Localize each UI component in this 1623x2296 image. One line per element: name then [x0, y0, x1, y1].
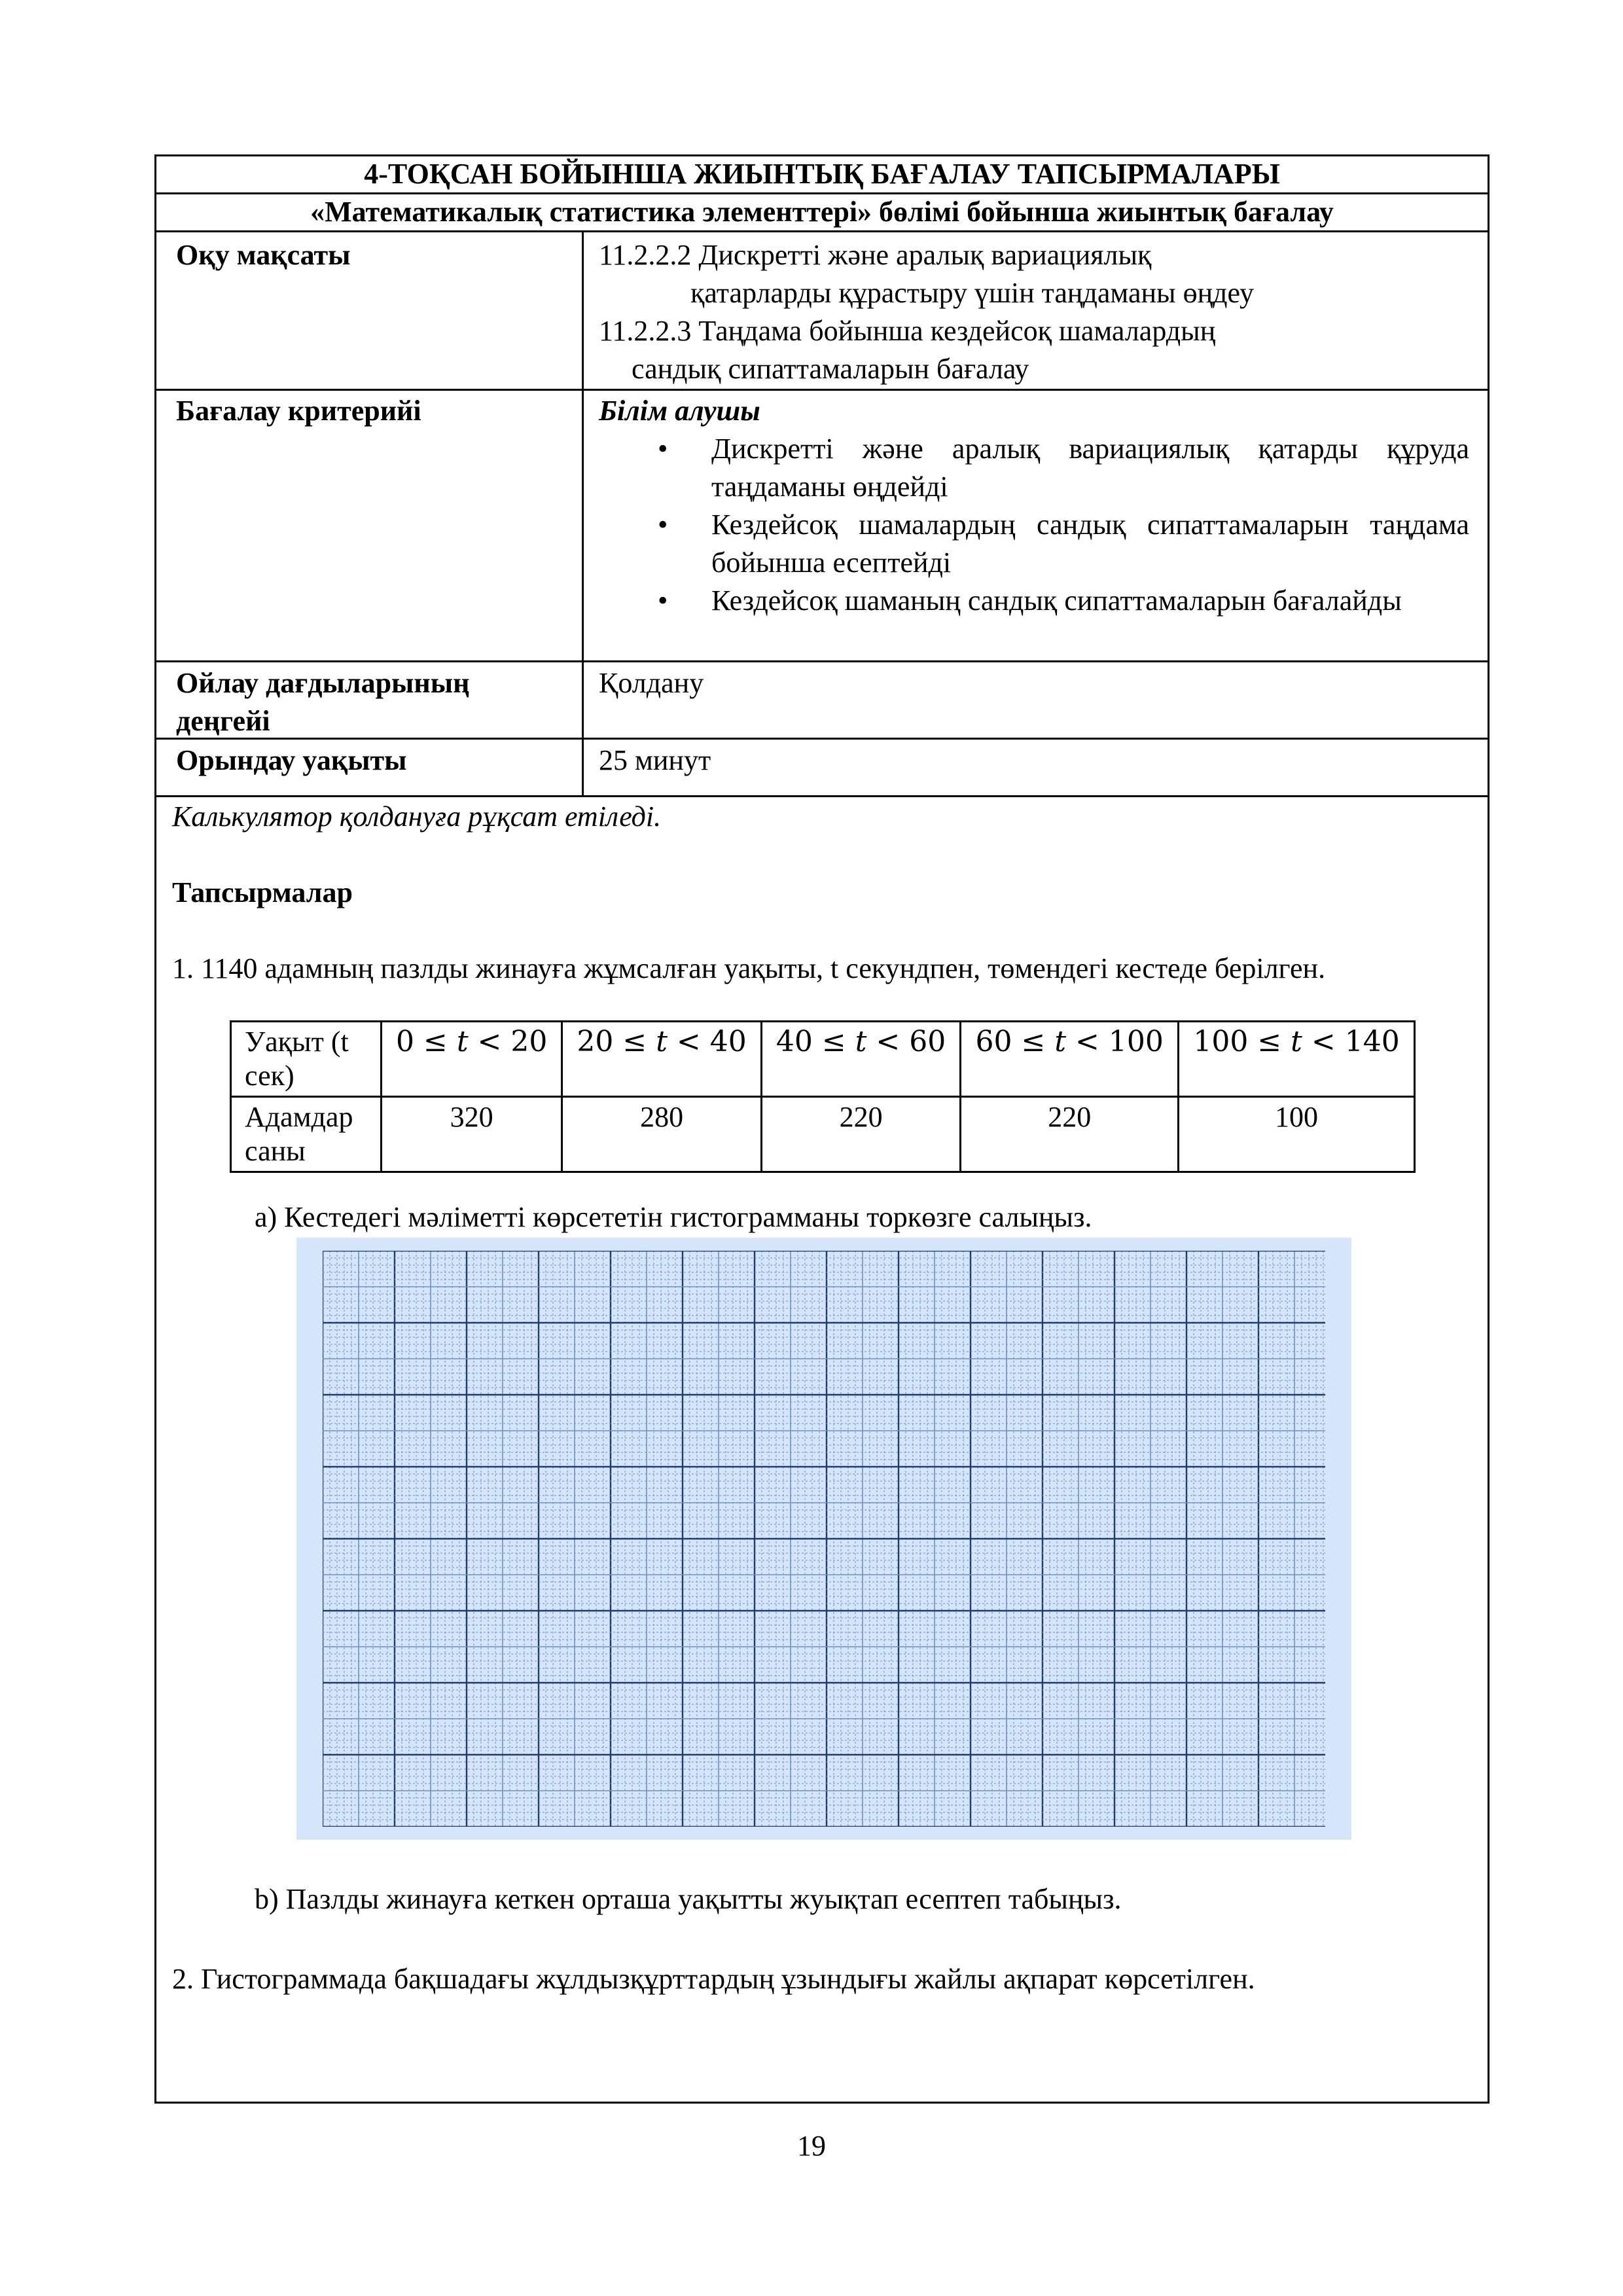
count-cell: 220	[761, 1097, 961, 1172]
info-table-divider	[582, 232, 584, 797]
bullet-icon: •	[658, 584, 668, 617]
criteria-list	[599, 430, 1469, 620]
graph-paper-grid[interactable]	[323, 1251, 1325, 1827]
task1b-text: b) Пазлды жинауға кеткен орташа уақытты жуықтап есептеп табыңыз.	[255, 1883, 1122, 1915]
task1-text: 1. 1140 адамның пазлды жинауға жұмсалған уақыты, t секундпен, төмендегі кестеде берілген.	[172, 952, 1326, 984]
criteria-item: • Дискретті және аралық вариациялық қатарды құруда таңдаманы өңдейді	[599, 430, 1469, 506]
count-cell: 220	[961, 1097, 1179, 1172]
row-label-time: Уақыт (t сек)	[231, 1022, 382, 1097]
objective-label: Оқу мақсаты	[176, 239, 351, 271]
section-subtitle: «Математикалық статистика элементтері» бөлімі бойынша жиынтық бағалау	[156, 194, 1488, 232]
row-divider	[156, 738, 1488, 740]
interval-cell: 0 ≤ 𝑡 < 20	[382, 1022, 562, 1097]
table-row	[231, 1097, 1415, 1172]
criteria-title: Білім алушы	[599, 395, 760, 427]
calculator-note: Калькулятор қолдануға рұқсат етіледі.	[172, 800, 662, 833]
row-divider	[156, 389, 1488, 391]
page-number: 19	[797, 2130, 826, 2162]
count-cell: 320	[382, 1097, 562, 1172]
count-cell: 100	[1179, 1097, 1415, 1172]
interval-cell: 100 ≤ 𝑡 < 140	[1179, 1022, 1415, 1097]
puzzle-time-table	[230, 1020, 1416, 1173]
criteria-item: • Кездейсоқ шамалардың сандық сипаттамаларын таңдама бойынша есептейді	[599, 506, 1469, 582]
assessment-frame	[154, 154, 1489, 2104]
page-title: 4-ТОҚСАН БОЙЫНША ЖИЫНТЫҚ БАҒАЛАУ ТАПСЫРМАЛАРЫ	[156, 156, 1488, 194]
criteria-label: Бағалау критерийі	[176, 395, 421, 427]
tasks-heading: Тапсырмалар	[172, 876, 353, 908]
interval-cell: 60 ≤ 𝑡 < 100	[961, 1022, 1179, 1097]
objective-1a: 11.2.2.2 Дискретті және аралық вариациялық	[599, 239, 1152, 271]
graph-paper[interactable]	[296, 1238, 1351, 1840]
bullet-icon: •	[658, 433, 668, 465]
interval-cell: 40 ≤ 𝑡 < 60	[761, 1022, 961, 1097]
row-label-people: Адамдар саны	[231, 1097, 382, 1172]
time-label: Орындау уақыты	[176, 744, 407, 776]
interval-cell: 20 ≤ 𝑡 < 40	[562, 1022, 762, 1097]
time-value: 25 минут	[599, 744, 711, 776]
bullet-icon: •	[658, 509, 668, 541]
objective-2a: 11.2.2.3 Таңдама бойынша кездейсоқ шамалардың	[599, 315, 1216, 347]
objective-value	[599, 236, 1469, 388]
task2-text: 2. Гистограммада бақшадағы жұлдызқұрттардың ұзындығы жайлы ақпарат көрсетілген.	[172, 1963, 1255, 1995]
skill-value: Қолдану	[599, 667, 704, 699]
count-cell: 280	[562, 1097, 762, 1172]
task1a-text: a) Кестедегі мәліметті көрсететін гистограмманы торкөзге салыңыз.	[255, 1201, 1092, 1233]
table-row	[231, 1022, 1415, 1097]
objective-2b: сандық сипаттамаларын бағалау	[632, 353, 1029, 385]
skill-label: Ойлау дағдыларының деңгейі	[176, 667, 470, 737]
tasks-section	[172, 798, 1472, 988]
row-divider	[156, 795, 1488, 797]
objective-1b: қатарларды құрастыру үшін таңдаманы өңдеу	[690, 277, 1254, 309]
criteria-item: • Кездейсоқ шаманың сандық сипаттамаларын бағалайды	[599, 582, 1469, 620]
row-divider	[156, 660, 1488, 662]
criteria-value	[599, 392, 1469, 620]
